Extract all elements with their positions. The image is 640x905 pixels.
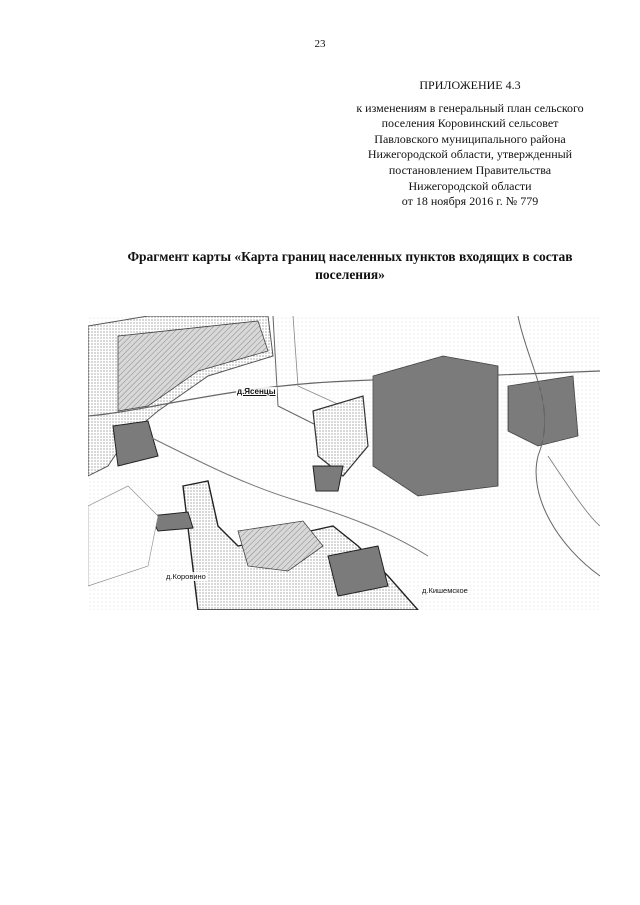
map-heading-line: Фрагмент карты «Карта границ населенных пунктов входящих в состав <box>127 249 573 264</box>
appendix-block <box>340 78 600 210</box>
map-heading-line: поселения» <box>315 267 385 282</box>
appendix-title: ПРИЛОЖЕНИЕ 4.3 <box>419 78 521 92</box>
forest-area <box>508 376 578 446</box>
map-label-kishemskoe: д.Кишемское <box>422 586 468 595</box>
map-fragment <box>88 316 600 610</box>
dense-area <box>313 466 343 491</box>
forest-area <box>373 356 498 496</box>
appendix-line: поселения Коровинский сельсовет <box>381 116 559 131</box>
appendix-line: постановлением Правительства <box>388 162 552 177</box>
appendix-line: к изменениям в генеральный план сельского <box>356 100 584 115</box>
appendix-line: Павловского муниципального района <box>374 131 566 146</box>
appendix-line: Нижегородской области, утвержденный <box>367 147 573 162</box>
map-label-yasentsy: д.Ясенцы <box>237 387 276 396</box>
map-label-korovino: д.Коровино <box>166 572 206 581</box>
map-heading <box>60 248 640 284</box>
appendix-line: от 18 ноября 2016 г. № 779 <box>401 194 539 209</box>
map-image <box>88 316 600 610</box>
page-number: 23 <box>314 38 326 50</box>
appendix-line: Нижегородской области <box>408 178 532 193</box>
